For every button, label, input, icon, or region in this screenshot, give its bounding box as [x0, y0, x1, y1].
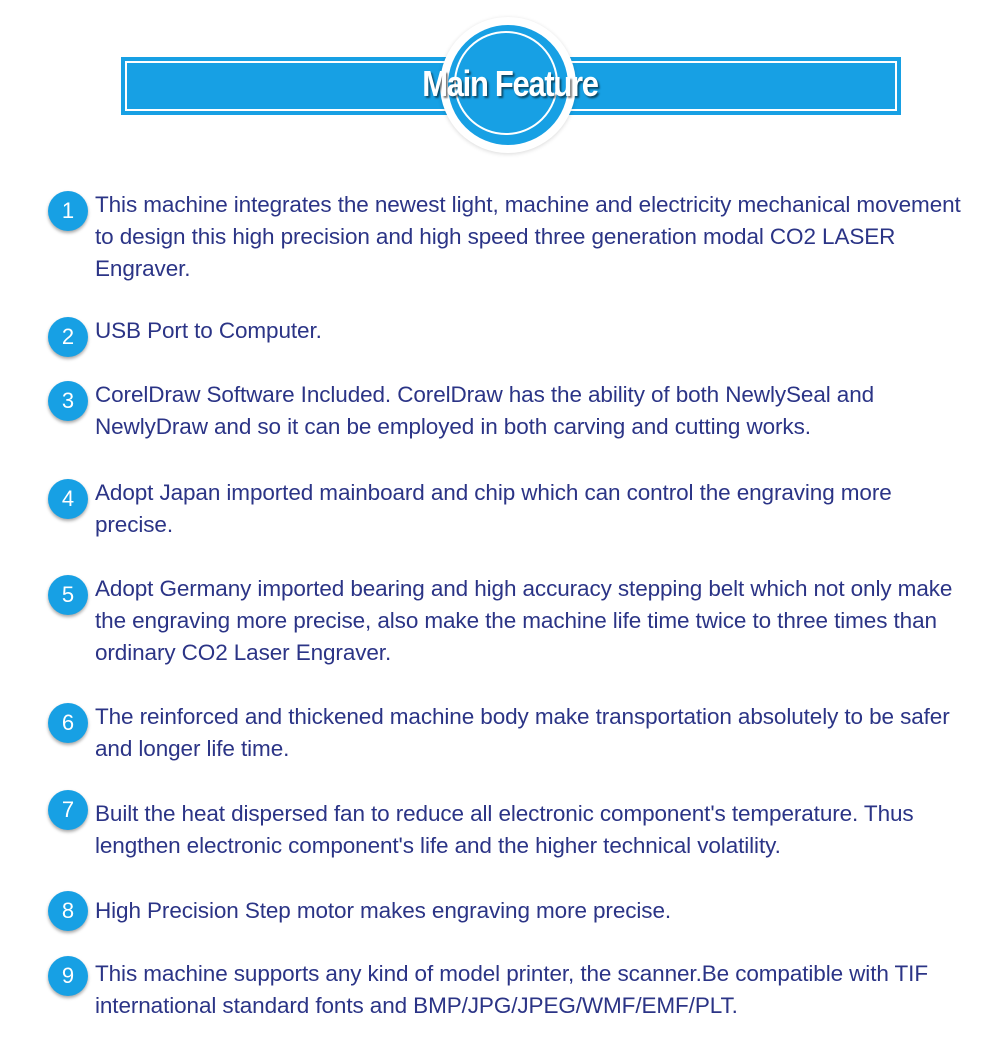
feature-text: Adopt Japan imported mainboard and chip which can control the engraving more precise.	[95, 480, 892, 537]
feature-text: CorelDraw Software Included. CorelDraw has the ability of both NewlySeal and NewlyDraw and so it can be employed in both carving and cutting works.	[95, 382, 875, 439]
feature-text: Built the heat dispersed fan to reduce all electronic component's temperature. Thus lengthen electronic component's life and the higher technical volatility.	[95, 801, 914, 858]
feature-text: USB Port to Computer.	[95, 318, 322, 343]
feature-number-badge: 2	[48, 317, 88, 357]
feature-text: The reinforced and thickened machine body make transportation absolutely to be safer and longer life time.	[95, 704, 950, 761]
feature-number-badge: 4	[48, 479, 88, 519]
feature-text: High Precision Step motor makes engraving more precise.	[95, 898, 672, 923]
feature-number-badge: 1	[48, 191, 88, 231]
feature-text: Adopt Germany imported bearing and high accuracy stepping belt which not only make the engraving more precise, also make the machine life time twice to three times than ordinary CO2 Laser Engraver.	[95, 576, 953, 665]
feature-number-badge: 9	[48, 956, 88, 996]
feature-number-badge: 3	[48, 381, 88, 421]
feature-text: This machine integrates the newest light, machine and electricity mechanical movement to design this high precision and high speed three generation modal CO2 LASER Engraver.	[95, 192, 961, 281]
page-title: Main Feature	[422, 63, 598, 104]
feature-number-badge: 6	[48, 703, 88, 743]
feature-text: This machine supports any kind of model printer, the scanner.Be compatible with TIF international standard fonts and BMP/JPG/JPEG/WMF/EMF/PLT.	[95, 961, 928, 1018]
feature-number-badge: 8	[48, 891, 88, 931]
feature-number-badge: 5	[48, 575, 88, 615]
feature-number-badge: 7	[48, 790, 88, 830]
